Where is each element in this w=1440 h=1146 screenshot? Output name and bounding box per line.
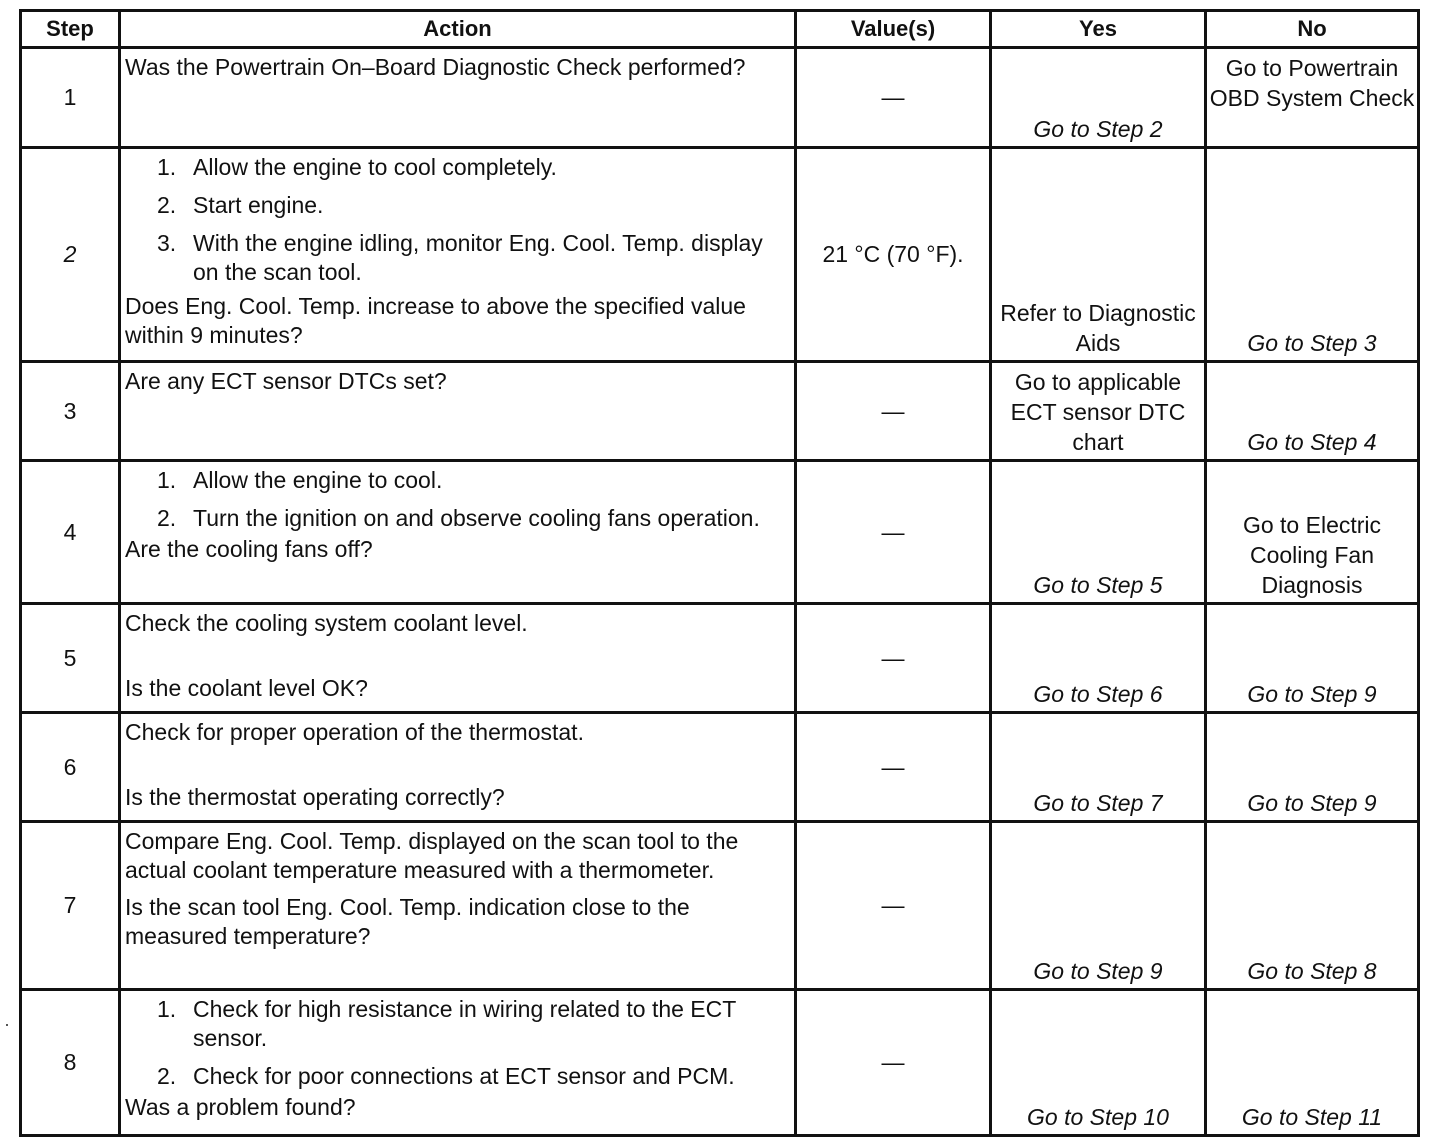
- no-cell: Go to Electric Cooling Fan Diagnosis: [1206, 461, 1419, 604]
- action-cell: [120, 822, 796, 990]
- yes-cell: Refer to Diagnostic Aids: [991, 148, 1206, 362]
- no-cell: Go to Powertrain OBD System Check: [1206, 48, 1419, 148]
- action-cell: [120, 461, 796, 604]
- yes-cell: Go to Step 6: [991, 604, 1206, 713]
- step-number: 4: [21, 461, 120, 604]
- action-text: Check for proper operation of the thermostat.: [125, 719, 584, 745]
- header-no: No: [1206, 11, 1419, 48]
- value-cell: —: [796, 461, 991, 604]
- list-item: 1. Allow the engine to cool completely.: [157, 154, 557, 180]
- action-text: Was the Powertrain On–Board Diagnostic Check performed?: [125, 54, 746, 80]
- action-question: Is the scan tool Eng. Cool. Temp. indication close to the measured temperature?: [125, 894, 690, 949]
- list-item: 1. Allow the engine to cool.: [157, 467, 443, 493]
- action-text: Compare Eng. Cool. Temp. displayed on the scan tool to the actual coolant temperature measured with a thermometer.: [125, 828, 739, 883]
- yes-cell: Go to Step 5: [991, 461, 1206, 604]
- no-cell: Go to Step 4: [1206, 362, 1419, 461]
- value-cell: —: [796, 822, 991, 990]
- table-header-row: [21, 11, 1419, 48]
- table-row: [21, 713, 1419, 822]
- list-item: 2. Start engine.: [157, 192, 324, 218]
- step-number: 3: [21, 362, 120, 461]
- step-number: 2: [21, 148, 120, 362]
- no-cell: Go to Step 9: [1206, 713, 1419, 822]
- table-row: [21, 48, 1419, 148]
- spacer: [125, 638, 790, 674]
- action-cell: [120, 713, 796, 822]
- diagnostic-table: [19, 9, 1420, 1137]
- list-item: 2. Turn the ignition on and observe cooling fans operation.: [157, 505, 760, 531]
- step-number: 6: [21, 713, 120, 822]
- action-steps-list: [125, 466, 790, 533]
- action-cell: [120, 148, 796, 362]
- no-cell: Go to Step 9: [1206, 604, 1419, 713]
- action-cell: [120, 362, 796, 461]
- value-cell: —: [796, 713, 991, 822]
- step-number: 1: [21, 48, 120, 148]
- table-row: [21, 148, 1419, 362]
- action-cell: [120, 990, 796, 1136]
- value-cell: —: [796, 604, 991, 713]
- value-cell: —: [796, 990, 991, 1136]
- step-number: 5: [21, 604, 120, 713]
- action-steps-list: [125, 153, 790, 287]
- action-question: Was a problem found?: [125, 1094, 356, 1120]
- diagnostic-table-page: [19, 9, 1420, 1137]
- table-row: [21, 362, 1419, 461]
- action-question: Does Eng. Cool. Temp. increase to above the specified value within 9 minutes?: [125, 293, 746, 348]
- value-cell: —: [796, 48, 991, 148]
- header-action: Action: [120, 11, 796, 48]
- table-row: [21, 990, 1419, 1136]
- no-cell: Go to Step 11: [1206, 990, 1419, 1136]
- spacer: [125, 885, 790, 893]
- value-cell: 21 °C (70 °F).: [796, 148, 991, 362]
- table-row: [21, 604, 1419, 713]
- table-row: [21, 461, 1419, 604]
- header-yes: Yes: [991, 11, 1206, 48]
- header-step: Step: [21, 11, 120, 48]
- no-cell: Go to Step 8: [1206, 822, 1419, 990]
- yes-cell: Go to Step 7: [991, 713, 1206, 822]
- spacer: [125, 747, 790, 783]
- step-number: 8: [21, 990, 120, 1136]
- action-question: Is the thermostat operating correctly?: [125, 784, 505, 810]
- action-steps-list: [125, 995, 790, 1091]
- no-cell: Go to Step 3: [1206, 148, 1419, 362]
- action-cell: [120, 48, 796, 148]
- yes-cell: Go to Step 10: [991, 990, 1206, 1136]
- header-values: Value(s): [796, 11, 991, 48]
- yes-cell: Go to applicable ECT sensor DTC chart: [991, 362, 1206, 461]
- list-item: 2. Check for poor connections at ECT sensor and PCM.: [157, 1063, 735, 1089]
- yes-cell: Go to Step 9: [991, 822, 1206, 990]
- table-row: [21, 822, 1419, 990]
- value-cell: —: [796, 362, 991, 461]
- action-question: Is the coolant level OK?: [125, 675, 368, 701]
- yes-cell: Go to Step 2: [991, 48, 1206, 148]
- action-cell: [120, 604, 796, 713]
- step-number: 7: [21, 822, 120, 990]
- action-text: Check the cooling system coolant level.: [125, 610, 528, 636]
- action-text: Are any ECT sensor DTCs set?: [125, 368, 447, 394]
- action-question: Are the cooling fans off?: [125, 536, 373, 562]
- scan-speck: [6, 1024, 8, 1026]
- list-item: 3. With the engine idling, monitor Eng. Cool. Temp. display on the scan tool.: [157, 230, 763, 285]
- list-item: 1. Check for high resistance in wiring related to the ECT sensor.: [157, 996, 736, 1051]
